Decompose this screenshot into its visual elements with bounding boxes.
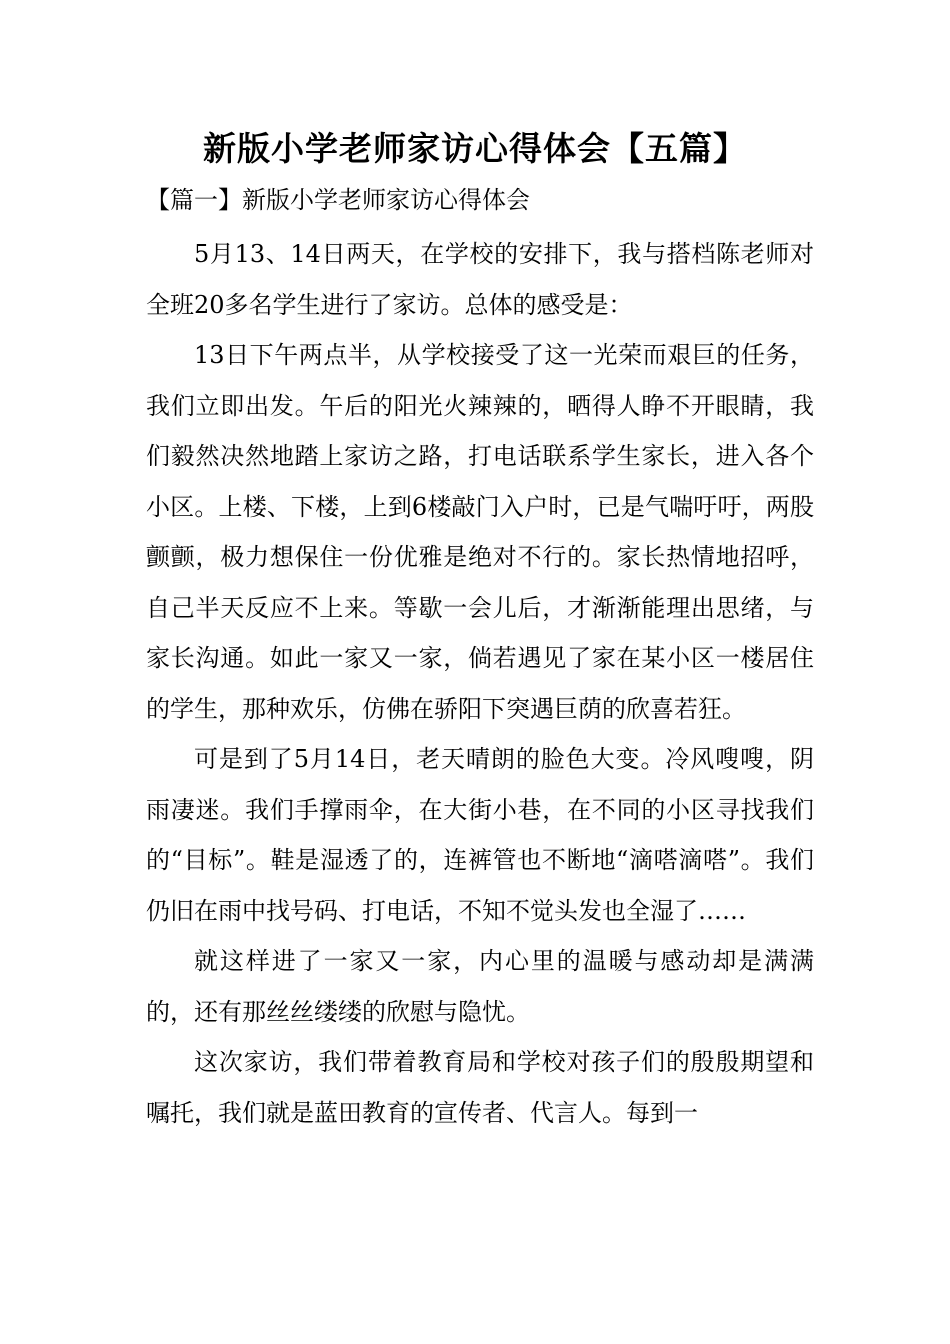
document-body [146,180,814,1138]
paragraph-1: 5月13、14日两天，在学校的安排下，我与搭档陈老师对全班20多名学生进行了家访。总体的感受是： [146,240,814,319]
paragraph-2: 13日下午两点半，从学校接受了这一光荣而艰巨的任务，我们立即出发。午后的阳光火辣辣的，晒得人睁不开眼睛，我们毅然决然地踏上家访之路，打电话联系学生家长，进入各个小区。上楼、下楼，上到6楼敲门入户时，已是气喘吁吁，两股颤颤，极力想保住一份优雅是绝对不行的。家长热情地招呼，自己半天反应不上来。等歇一会儿后，才渐渐能理出思绪，与家长沟通。如此一家又一家，倘若遇见了家在某小区一楼居住的学生，那种欢乐，仿佛在骄阳下突遇巨荫的欣喜若狂。 [146,341,814,723]
section-heading: 【篇一】新版小学老师家访心得体会 [146,186,530,214]
paragraph-4: 就这样进了一家又一家，内心里的温暖与感动却是满满的，还有那丝丝缕缕的欣慰与隐忧。 [146,947,814,1026]
paragraph-5: 这次家访，我们带着教育局和学校对孩子们的殷殷期望和嘱托，我们就是蓝田教育的宣传者、代言人。每到一 [146,1048,814,1127]
paragraph-3: 可是到了5月14日，老天晴朗的脸色大变。冷风嗖嗖，阴雨凄迷。我们手撑雨伞，在大街小巷，在不同的小区寻找我们的“目标”。鞋是湿透了的，连裤管也不断地“滴嗒滴嗒”。我们仍旧在雨中找号码、打电话，不知不觉头发也全湿了…… [146,745,814,925]
document-title: 新版小学老师家访心得体会【五篇】 [203,129,747,168]
